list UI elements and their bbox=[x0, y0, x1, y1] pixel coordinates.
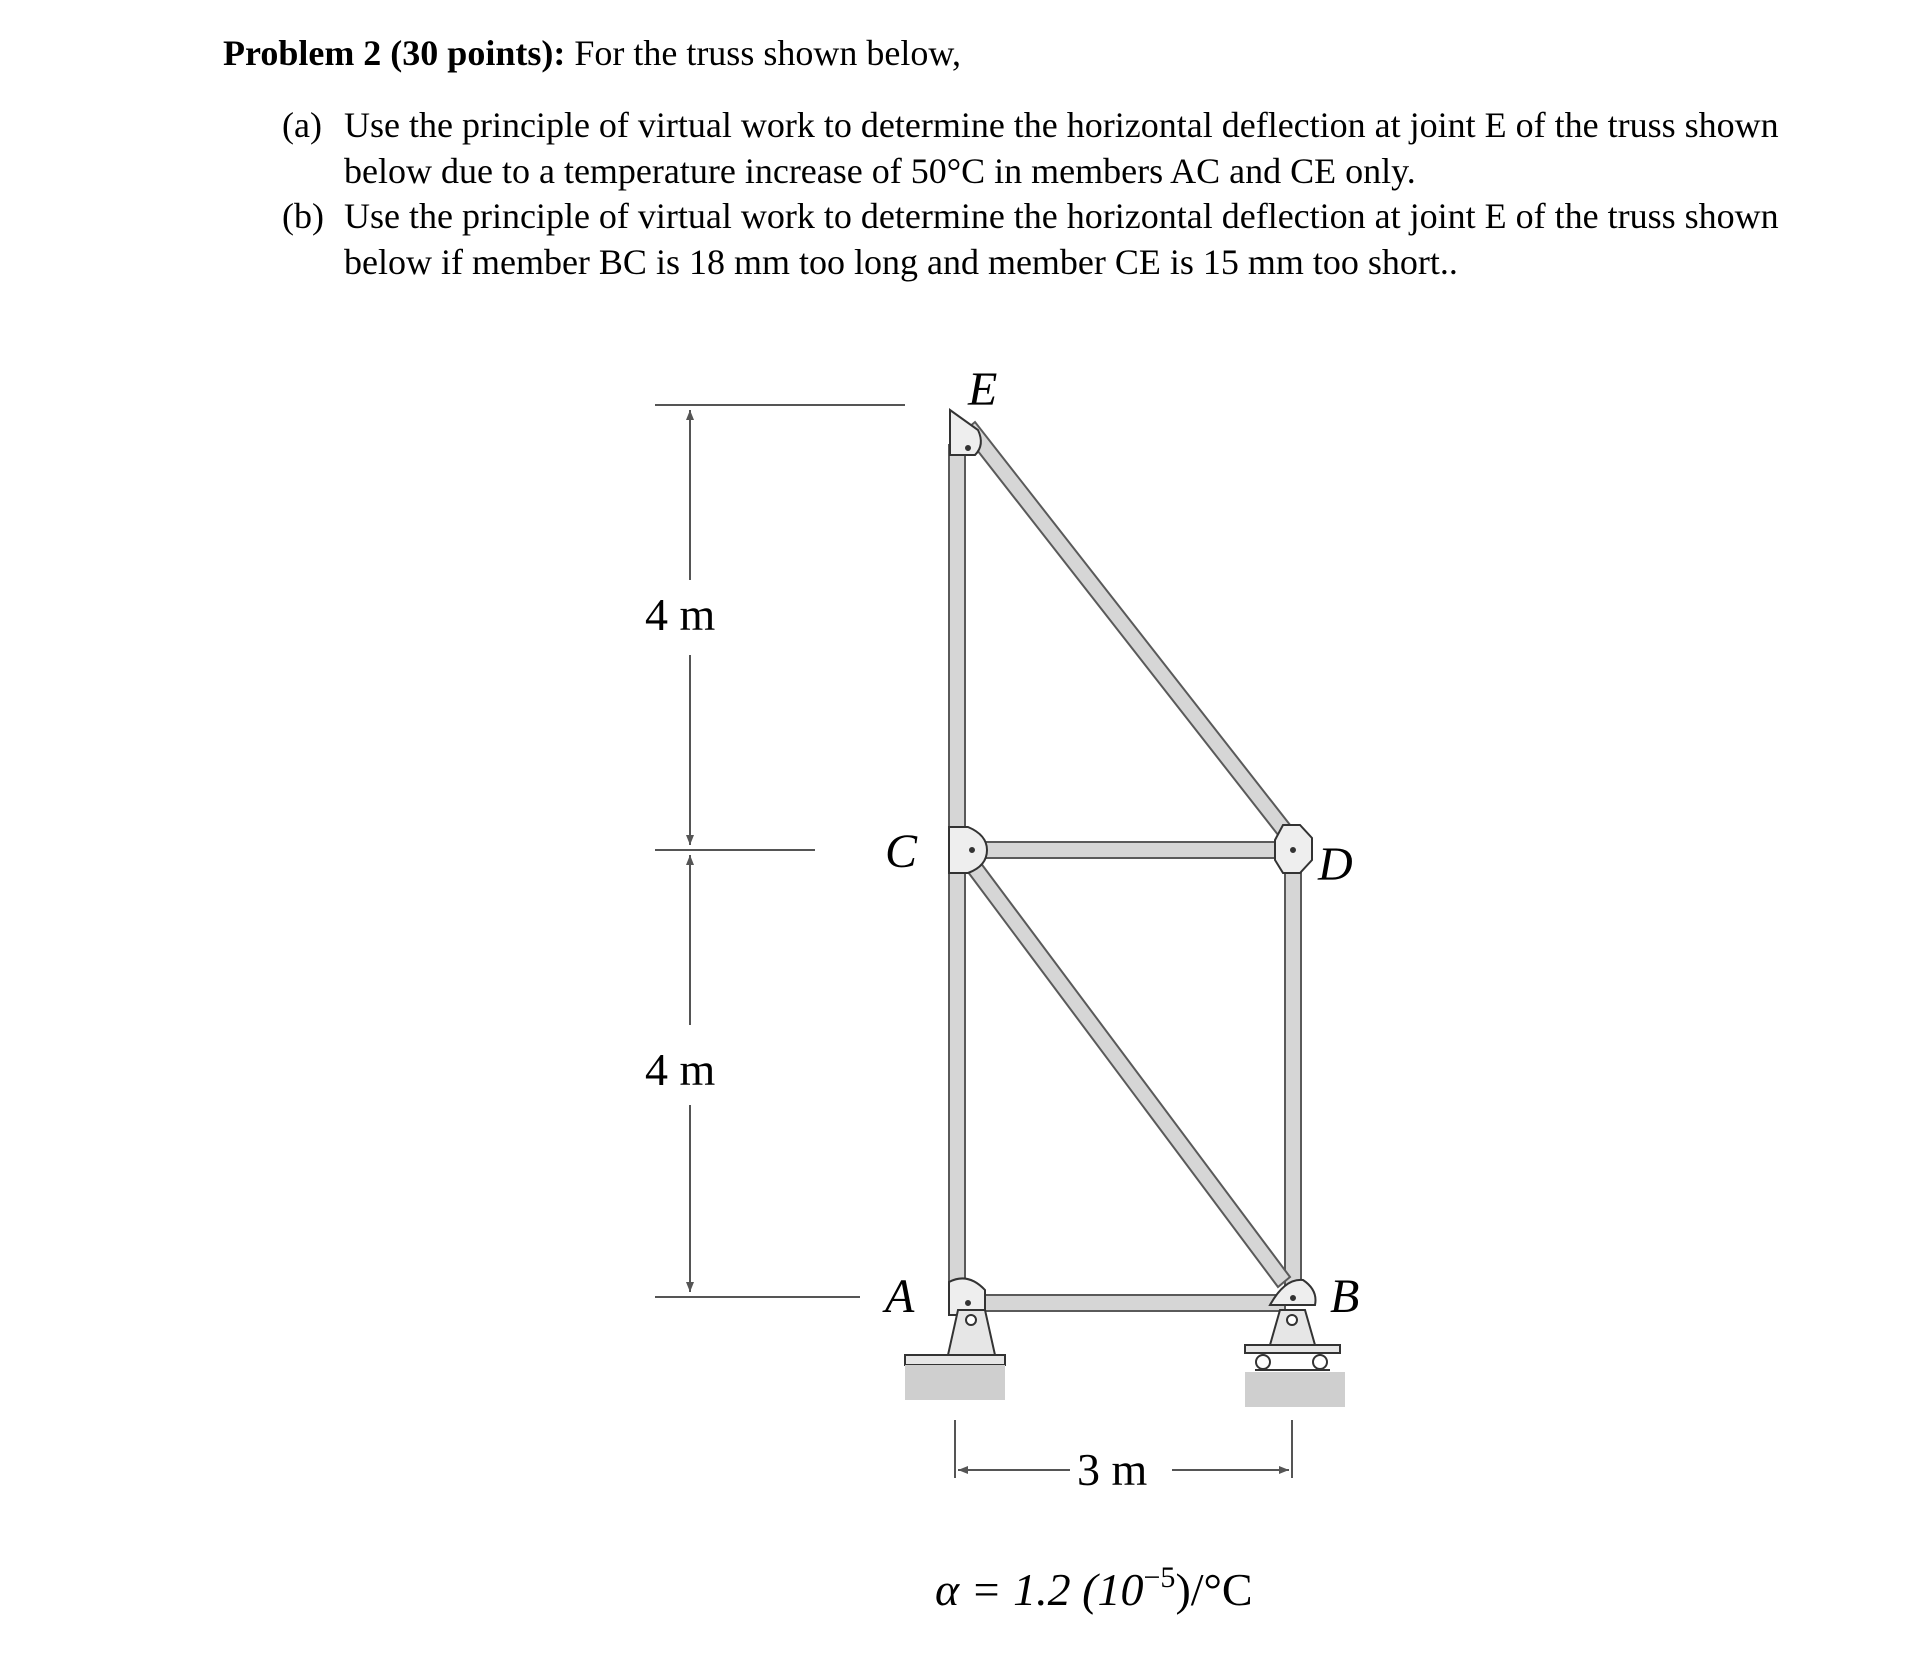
dim-label-lower: 4 m bbox=[645, 1044, 716, 1095]
joint-label-E: E bbox=[968, 363, 998, 416]
bolt-E bbox=[966, 446, 970, 450]
member-CD bbox=[970, 842, 1285, 858]
part-a-label: (a) bbox=[282, 105, 322, 145]
arrowhead-up-mid bbox=[686, 855, 694, 865]
arrowhead-down-mid bbox=[686, 835, 694, 845]
roller-wheel-left bbox=[1256, 1355, 1270, 1369]
arrowhead-right bbox=[1279, 1466, 1289, 1474]
bolt-C bbox=[970, 848, 974, 852]
problem-intro: For the truss shown below, bbox=[574, 33, 961, 73]
dimension-arrowheads bbox=[686, 410, 1289, 1474]
roller-support-B-plate bbox=[1245, 1345, 1340, 1353]
bolt-D bbox=[1291, 848, 1295, 852]
member-AE bbox=[949, 445, 965, 1305]
arrowhead-down-bottom bbox=[686, 1282, 694, 1292]
member-ED bbox=[963, 422, 1294, 840]
gusset-plates bbox=[949, 410, 1316, 1315]
member-CB bbox=[965, 858, 1290, 1287]
joint-label-C: C bbox=[885, 825, 918, 878]
part-a-line1: Use the principle of virtual work to determine the horizontal deflection at joint E of the truss shown bbox=[344, 105, 1779, 145]
part-b-label: (b) bbox=[282, 196, 324, 236]
roller-support-B-ground bbox=[1245, 1372, 1345, 1407]
gusset-C bbox=[949, 827, 987, 873]
alpha-exponent: −5 bbox=[1143, 1561, 1176, 1594]
figure-labels bbox=[645, 363, 1359, 1615]
roller-wheel-right bbox=[1313, 1355, 1327, 1369]
alpha-suffix: )/°C bbox=[1175, 1564, 1253, 1615]
dim-label-upper: 4 m bbox=[645, 589, 716, 640]
arrowhead-up-top bbox=[686, 410, 694, 420]
member-AB bbox=[970, 1295, 1285, 1311]
pin-support-A bbox=[905, 1310, 1005, 1400]
joint-label-D: D bbox=[1318, 838, 1353, 891]
arrowhead-left bbox=[958, 1466, 968, 1474]
member-DB bbox=[1285, 840, 1301, 1300]
part-a-line2: below due to a temperature increase of 50°C in members AC and CE only. bbox=[344, 151, 1416, 191]
pin-support-A-pin bbox=[966, 1315, 976, 1325]
bolt-A bbox=[966, 1301, 970, 1305]
pin-support-A-ground bbox=[905, 1365, 1005, 1400]
roller-support-B-pin bbox=[1287, 1315, 1297, 1325]
alpha-coefficient bbox=[935, 1561, 1253, 1615]
dim-label-horizontal: 3 m bbox=[1077, 1444, 1148, 1495]
bolt-B bbox=[1291, 1296, 1295, 1300]
truss-members bbox=[949, 422, 1301, 1311]
problem-title: Problem 2 (30 points): bbox=[223, 33, 566, 73]
roller-support-B bbox=[1245, 1310, 1345, 1407]
alpha-prefix: α = 1.2 (10 bbox=[935, 1564, 1144, 1615]
joint-label-A: A bbox=[885, 1270, 915, 1323]
joint-label-B: B bbox=[1330, 1270, 1360, 1323]
part-b-line1: Use the principle of virtual work to determine the horizontal deflection at joint E of the truss shown bbox=[344, 196, 1779, 236]
pin-support-A-base bbox=[905, 1355, 1005, 1365]
part-b-line2: below if member BC is 18 mm too long and member CE is 15 mm too short.. bbox=[344, 242, 1458, 282]
